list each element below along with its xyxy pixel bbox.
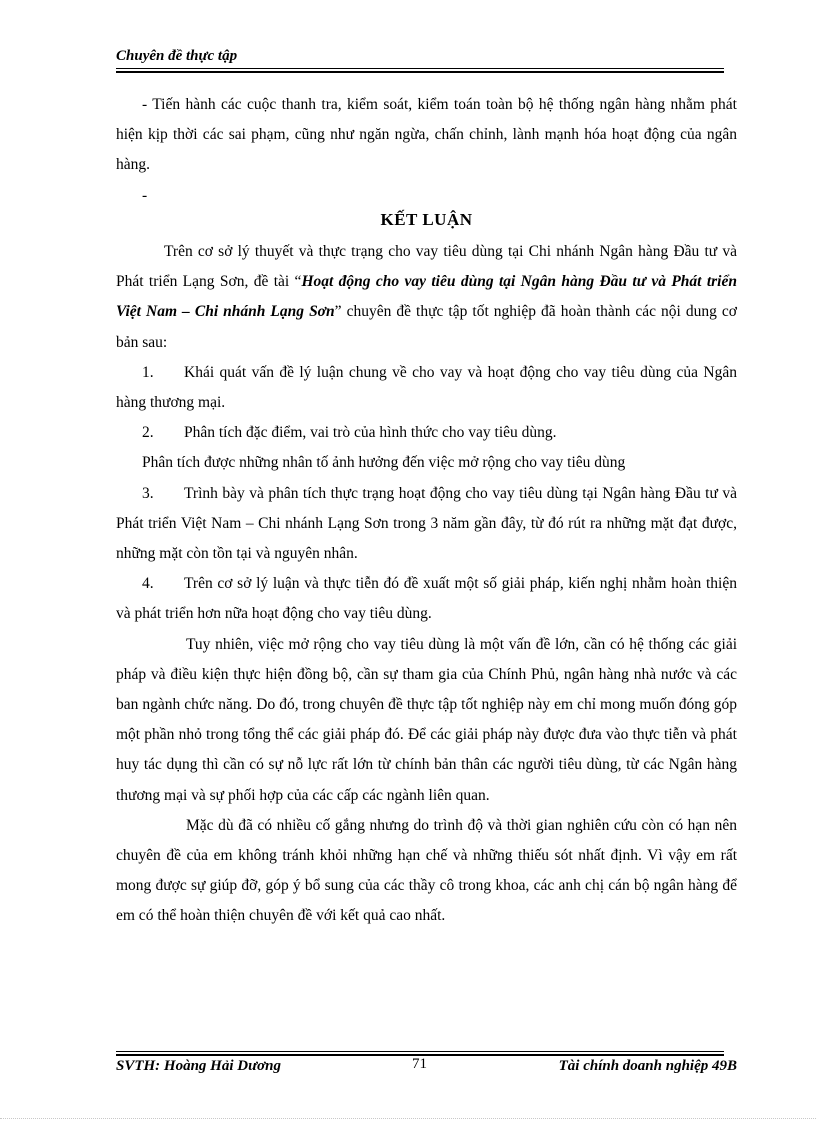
intro-paragraph [116, 237, 737, 358]
item-number: 3. [142, 484, 154, 502]
page-number: 71 [412, 1056, 427, 1072]
thesis-title: Hoạt động cho vay tiêu dùng tại Ngân hàng Đầu tư và Phát triển Việt Nam – Chi nhánh Lạng Sơn [116, 273, 737, 321]
intro-text-before: Trên cơ sở lý thuyết và thực trạng cho vay tiêu dùng tại Chi nhánh Ngân hàng Đầu tư và Phát triển Lạng Sơn, đề tài “ [116, 243, 737, 291]
item-text: Khái quát vấn đề lý luận chung về cho vay và hoạt động cho vay tiêu dùng của Ngân hàng thương mại. [116, 363, 737, 412]
item-number: 4. [142, 575, 154, 593]
footer-author: SVTH: Hoàng Hải Dương [116, 1058, 281, 1074]
plain-line: Phân tích được những nhân tố ảnh hưởng đến việc mở rộng cho vay tiêu dùng [142, 454, 626, 472]
header-rule [116, 68, 724, 73]
item-number: 1. [142, 363, 154, 381]
page-body [116, 90, 737, 932]
item-text: Phân tích đặc điểm, vai trò của hình thức cho vay tiêu dùng. [184, 424, 557, 442]
section-heading: KẾT LUẬN [380, 209, 473, 229]
bullet-item-empty: - [142, 186, 148, 204]
numbered-item [116, 569, 737, 629]
item-text: Trình bày và phân tích thực trạng hoạt động cho vay tiêu dùng tại Ngân hàng Đầu tư và Phát triển Việt Nam – Chi nhánh Lạng Sơn trong 3 năm gần đây, từ đó rút ra những mặt đạt được, những mặt còn tồn tại và nguyên nhân. [116, 484, 737, 563]
item-text: Trên cơ sở lý luận và thực tiễn đó đề xuất một số giải pháp, kiến nghị nhằm hoàn thiện và phát triển hơn nữa hoạt động cho vay tiêu dùng. [116, 575, 737, 623]
page-edge-divider [0, 1118, 816, 1119]
page-footer [116, 1058, 737, 1078]
body-paragraph: Tuy nhiên, việc mở rộng cho vay tiêu dùng là một vấn đề lớn, cần có hệ thống các giải pháp và điều kiện thực hiện đồng bộ, cần sự tham gia của Chính Phủ, ngân hàng nhà nước và các ban ngành chức năng. Do đó, trong chuyên đề thực tập tốt nghiệp này em chỉ mong muốn đóng góp một phần nhỏ trong tổng thể các giải pháp đó. Để các giải pháp này được đưa vào thực tiễn và phát huy tác dụng thì cần có sự nỗ lực rất lớn từ chính bản thân các người tiêu dùng, từ các Ngân hàng thương mại và sự phối hợp của các cấp các ngành liên quan. [116, 635, 737, 804]
footer-class: Tài chính doanh nghiệp 49B [558, 1058, 737, 1074]
numbered-item [116, 418, 737, 448]
intro-text-after: ” chuyên đề thực tập tốt nghiệp đã hoàn thành các nội dung cơ bản sau: [116, 303, 738, 351]
page-header-title: Chuyên đề thực tập [116, 48, 238, 64]
bullet-item: - Tiến hành các cuộc thanh tra, kiểm soát, kiểm toán toàn bộ hệ thống ngân hàng nhằm phát hiện kịp thời các sai phạm, cũng như ngăn ngừa, chấn chỉnh, lành mạnh hóa hoạt động của ngân hàng. [116, 96, 737, 174]
numbered-item [116, 358, 737, 418]
numbered-item [116, 479, 737, 570]
item-number: 2. [142, 424, 154, 442]
body-paragraph: Mặc dù đã có nhiều cố gắng nhưng do trình độ và thời gian nghiên cứu còn có hạn nên chuyên đề của em không tránh khỏi những hạn chế và những thiếu sót nhất định. Vì vậy em rất mong được sự giúp đỡ, góp ý bổ sung của các thầy cô trong khoa, các anh chị cán bộ ngân hàng để em có thể hoàn thiện chuyên đề với kết quả cao nhất. [116, 816, 737, 925]
